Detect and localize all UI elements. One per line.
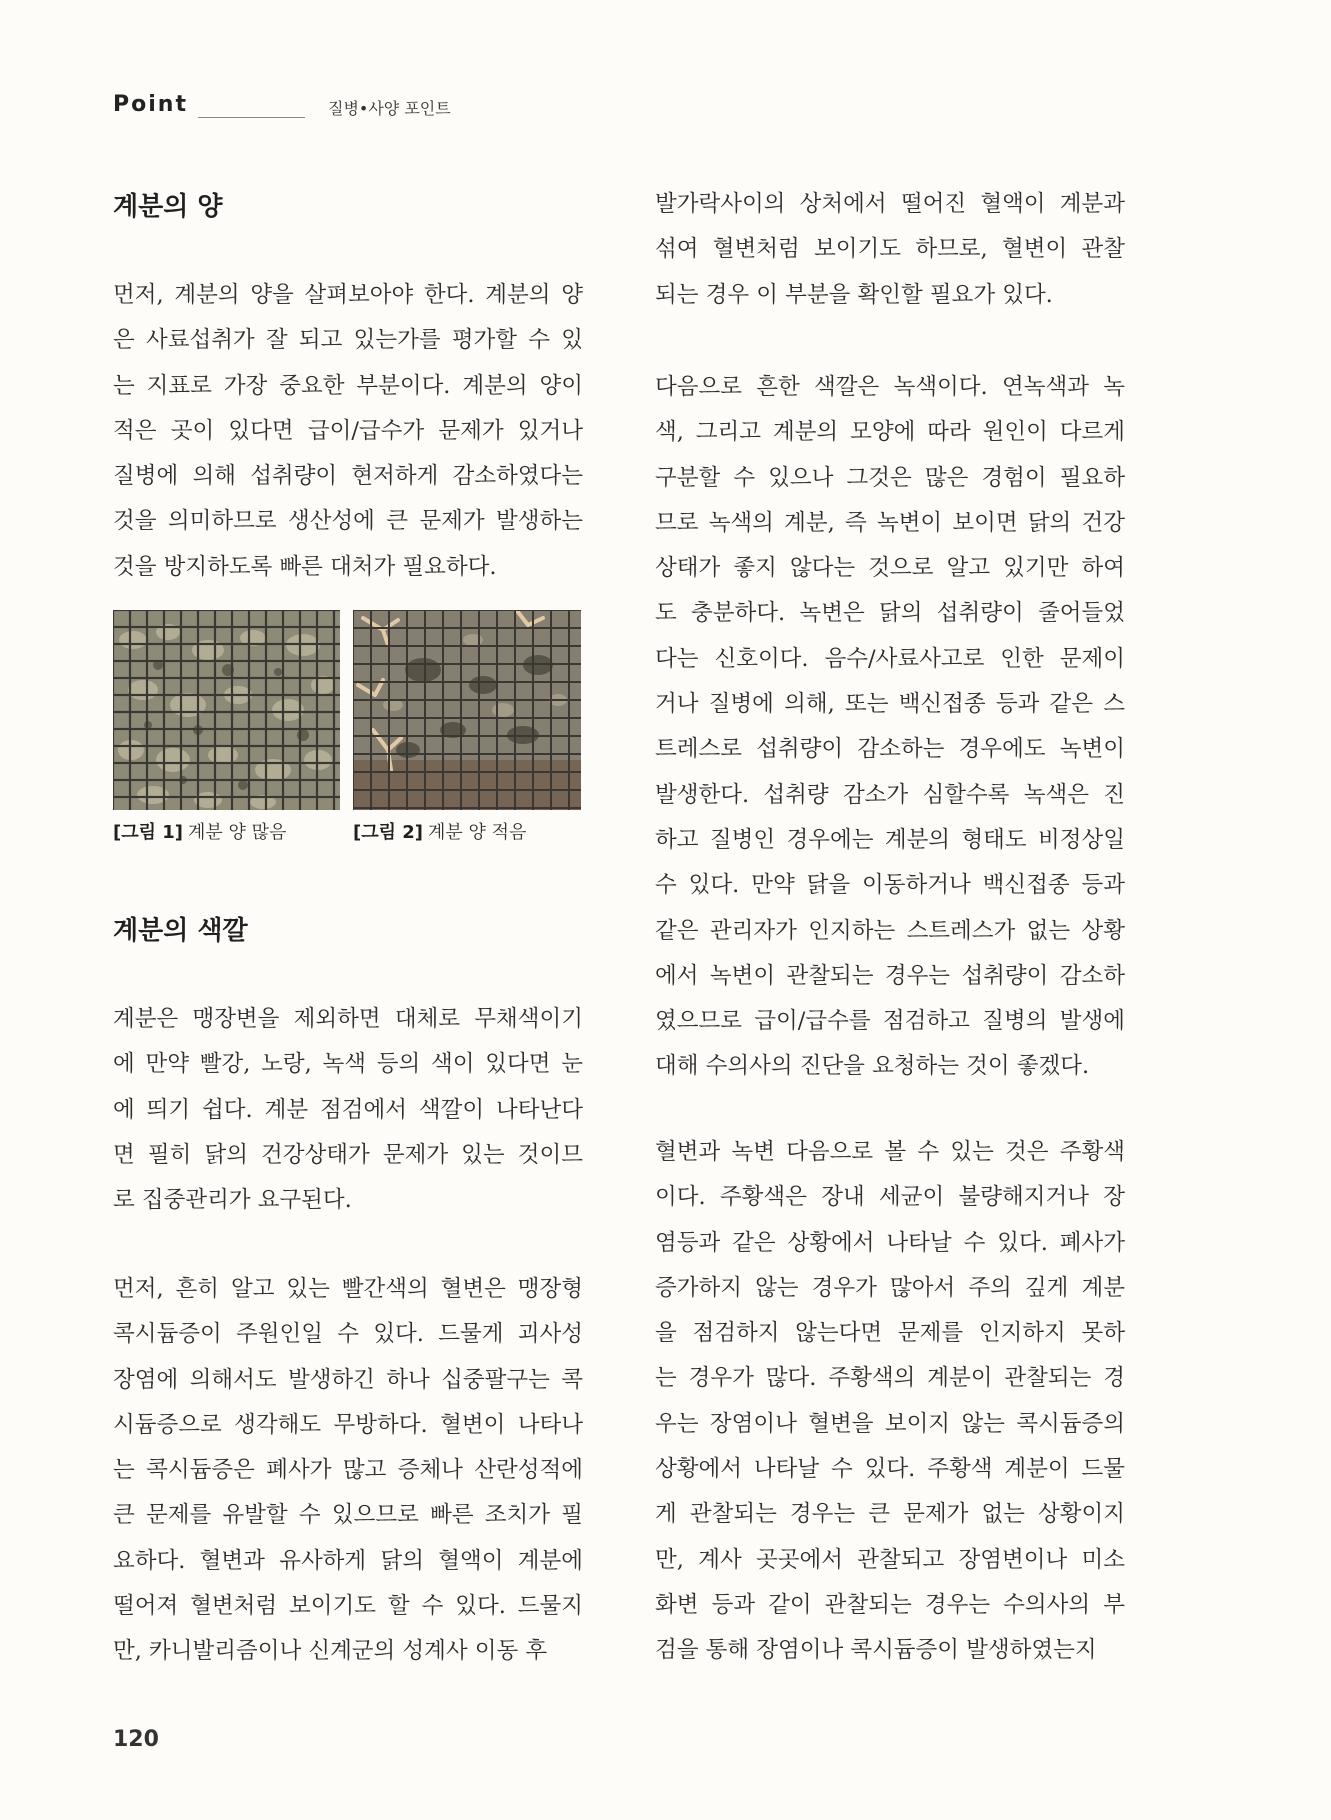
text-line: 만, 계사 곳곳에서 관찰되고 장염변이나 미소 [655, 1546, 1125, 1573]
text-line: 대해 수의사의 진단을 요청하는 것이 좋겠다. [655, 1053, 1090, 1080]
text-line: 은 사료섭취가 잘 되고 있는가를 평가할 수 있 [113, 327, 583, 354]
text-line: 는 콕시듐증은 폐사가 많고 증체나 산란성적에 [113, 1457, 583, 1484]
text-line: 도 충분하다. 녹변은 닭의 섭취량이 줄어들었 [655, 600, 1125, 627]
figure-2-photo [353, 610, 581, 810]
manure-grid-image-1 [113, 610, 340, 810]
paragraph-red [113, 1267, 583, 1675]
paragraph-color-intro [113, 997, 583, 1223]
figure-2-caption [353, 818, 526, 844]
figure-2-label: [그림 2] [353, 822, 424, 843]
heading-color: 계분의 색깔 [113, 916, 248, 946]
text-line: 거나 질병에 의해, 또는 백신접종 등과 같은 스 [655, 691, 1125, 718]
heading-amount: 계분의 양 [113, 192, 223, 222]
page-header [113, 90, 1213, 130]
text-line: 것을 방지하도록 빠른 대처가 필요하다. [113, 553, 497, 580]
text-line: 이다. 주황색은 장내 세균이 불량해지거나 장 [655, 1184, 1125, 1211]
page-number: 120 [113, 1727, 159, 1752]
text-line: 혈변과 녹변 다음으로 볼 수 있는 것은 주황색 [655, 1139, 1125, 1165]
text-line: 되는 경우 이 부분을 확인할 필요가 있다. [655, 281, 1053, 308]
text-line: 계분은 맹장변을 제외하면 대체로 무채색이기 [113, 1006, 583, 1032]
text-line: 큰 문제를 유발할 수 있으므로 빠른 조치가 필 [113, 1502, 583, 1529]
text-line: 증가하지 않는 경우가 많아서 주의 깊게 계분 [655, 1274, 1125, 1301]
text-line: 시듐증으로 생각해도 무방하다. 혈변이 나타나 [113, 1411, 583, 1438]
text-line: 장염에 의해서도 발생하긴 하나 십중팔구는 콕 [113, 1366, 583, 1393]
text-line: 화변 등과 같이 관찰되는 경우는 수의사의 부 [655, 1591, 1125, 1618]
text-line: 검을 통해 장염이나 콕시듐증이 발생하였는지 [655, 1637, 1097, 1664]
text-line: 상황에서 나타날 수 있다. 주황색 계분이 드물 [655, 1456, 1125, 1483]
text-line: 므로 녹색의 계분, 즉 녹변이 보이면 닭의 건강 [655, 509, 1125, 536]
text-line: 다는 신호이다. 음수/사료사고로 인한 문제이 [655, 645, 1125, 672]
text-line: 트레스로 섭취량이 감소하는 경우에도 녹변이 [655, 736, 1125, 763]
text-line: 섞여 혈변처럼 보이기도 하므로, 혈변이 관찰 [655, 236, 1125, 263]
text-line: 발가락사이의 상처에서 떨어진 혈액이 계분과 [655, 191, 1125, 217]
point-label: Point [113, 92, 188, 117]
figure-1-text: 계분 양 많음 [188, 822, 287, 843]
text-line: 같은 관리자가 인지하는 스트레스가 없는 상황 [655, 917, 1125, 944]
text-line: 먼저, 계분의 양을 살펴보아야 한다. 계분의 양 [113, 282, 583, 308]
text-line: 로 집중관리가 요구된다. [113, 1187, 352, 1214]
figure-2-text: 계분 양 적음 [428, 822, 527, 843]
text-line: 게 관찰되는 경우는 큰 문제가 없는 상황이지 [655, 1501, 1125, 1528]
text-line: 에 만약 빨강, 노랑, 녹색 등의 색이 있다면 눈 [113, 1051, 583, 1078]
text-line: 에서 녹변이 관찰되는 경우는 섭취량이 감소하 [655, 962, 1125, 989]
manure-grid-image-2 [353, 610, 581, 810]
text-line: 는 경우가 많다. 주황색의 계분이 관찰되는 경 [655, 1365, 1125, 1392]
figure-1-photo [113, 610, 340, 810]
section-title: 질병•사양 포인트 [328, 99, 451, 118]
figure-1-caption [113, 818, 286, 844]
paragraph-amount [113, 273, 583, 590]
text-line: 색, 그리고 계분의 모양에 따라 원인이 다르게 [655, 419, 1125, 446]
paragraph-red-continued [655, 182, 1125, 318]
text-line: 질병에 의해 섭취량이 현저하게 감소하였다는 [113, 463, 583, 490]
text-line: 우는 장염이나 혈변을 보이지 않는 콕시듐증의 [655, 1410, 1125, 1437]
text-line: 하고 질병인 경우에는 계분의 형태도 비정상일 [655, 826, 1125, 853]
text-line: 요하다. 혈변과 유사하게 닭의 혈액이 계분에 [113, 1547, 583, 1574]
text-line: 떨어져 혈변처럼 보이기도 할 수 있다. 드물지 [113, 1593, 583, 1620]
text-line: 을 점검하지 않는다면 문제를 인지하지 못하 [655, 1320, 1125, 1347]
text-line: 것을 의미하므로 생산성에 큰 문제가 발생하는 [113, 508, 583, 535]
text-line: 적은 곳이 있다면 급이/급수가 문제가 있거나 [113, 417, 583, 444]
text-line: 면 필히 닭의 건강상태가 문제가 있는 것이므 [113, 1141, 583, 1168]
text-line: 는 지표로 가장 중요한 부분이다. 계분의 양이 [113, 372, 583, 399]
text-line: 였으므로 급이/급수를 점검하고 질병의 발생에 [655, 1008, 1125, 1035]
paragraph-orange [655, 1130, 1125, 1674]
text-line: 콕시듐증이 주원인일 수 있다. 드물게 괴사성 [113, 1321, 583, 1348]
text-line: 염등과 같은 상황에서 나타날 수 있다. 폐사가 [655, 1229, 1125, 1256]
text-line: 상태가 좋지 않다는 것으로 알고 있기만 하여 [655, 555, 1125, 582]
text-line: 다음으로 흔한 색깔은 녹색이다. 연녹색과 녹 [655, 374, 1125, 400]
text-line: 에 띄기 쉽다. 계분 점검에서 색깔이 나타난다 [113, 1096, 583, 1123]
header-rule [198, 117, 305, 118]
text-line: 만, 카니발리즘이나 신계군의 성계사 이동 후 [113, 1638, 548, 1665]
text-line: 발생한다. 섭취량 감소가 심할수록 녹색은 진 [655, 781, 1125, 808]
text-line: 수 있다. 만약 닭을 이동하거나 백신접종 등과 [655, 872, 1125, 899]
figure-1-label: [그림 1] [113, 822, 184, 843]
text-line: 구분할 수 있으나 그것은 많은 경험이 필요하 [655, 464, 1125, 491]
text-line: 먼저, 흔히 알고 있는 빨간색의 혈변은 맹장형 [113, 1276, 583, 1302]
paragraph-green [655, 365, 1125, 1090]
